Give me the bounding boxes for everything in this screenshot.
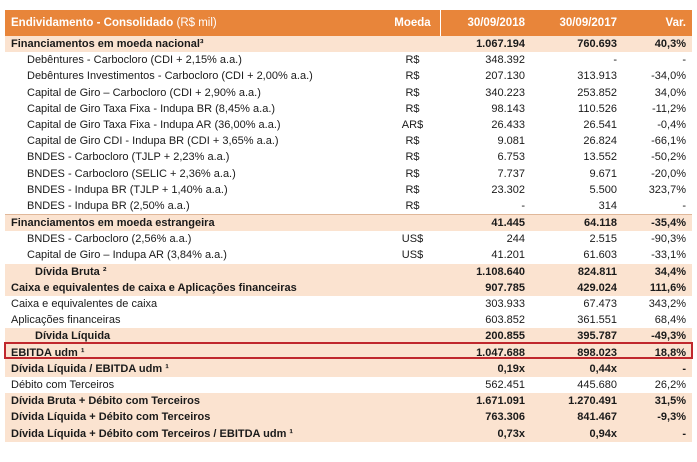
header-title-cell xyxy=(5,10,386,36)
row-currency: R$ xyxy=(405,167,420,180)
table-row xyxy=(5,264,692,280)
table-row xyxy=(5,361,692,377)
table-body xyxy=(5,36,692,442)
row-value-2017: 314 xyxy=(598,199,617,212)
row-value-2018: 0,73x xyxy=(497,427,525,440)
row-currency: R$ xyxy=(405,199,420,212)
row-variation: - xyxy=(682,427,686,440)
row-currency xyxy=(385,361,440,377)
row-value-2018: 41.445 xyxy=(491,217,525,230)
row-value-2017: 253.852 xyxy=(577,86,617,99)
row-label: Débito com Terceiros xyxy=(11,378,115,391)
row-currency: R$ xyxy=(405,86,420,99)
row-currency xyxy=(385,345,440,361)
table-row xyxy=(5,117,692,133)
row-currency xyxy=(385,426,440,442)
row-label: Capital de Giro – Carbocloro (CDI + 2,90% a.a.) xyxy=(27,86,261,99)
row-currency xyxy=(385,296,440,312)
row-label: BNDES - Carbocloro (SELIC + 2,36% a.a.) xyxy=(27,167,236,180)
row-variation: 26,2% xyxy=(654,378,686,391)
row-variation: 34,4% xyxy=(654,265,686,278)
row-variation: -33,1% xyxy=(651,249,686,262)
row-label: Capital de Giro CDI - Indupa BR (CDI + 3,65% a.a.) xyxy=(27,135,279,148)
row-label: Dívida Líquida / EBITDA udm ¹ xyxy=(11,362,169,375)
row-currency: R$ xyxy=(405,135,420,148)
row-label: Dívida Líquida + Débito com Terceiros / EBITDA udm ¹ xyxy=(11,427,294,440)
row-variation: -66,1% xyxy=(651,135,686,148)
table-row xyxy=(5,409,692,425)
row-value-2017: 61.603 xyxy=(583,249,617,262)
row-value-2018: 603.852 xyxy=(485,314,525,327)
table-row xyxy=(5,345,692,361)
row-currency xyxy=(385,328,440,344)
row-variation: -90,3% xyxy=(651,233,686,246)
row-value-2017: 1.270.491 xyxy=(568,395,617,408)
row-currency xyxy=(385,393,440,409)
row-label: EBITDA udm ¹ xyxy=(11,346,85,359)
row-value-2017: 313.913 xyxy=(577,70,617,83)
row-value-2018: 1.671.091 xyxy=(476,395,525,408)
table-row xyxy=(5,149,692,165)
row-value-2017: 5.500 xyxy=(589,183,617,196)
row-currency: R$ xyxy=(405,151,420,164)
table-row xyxy=(5,101,692,117)
row-label: BNDES - Carbocloro (2,56% a.a.) xyxy=(27,233,192,246)
row-label: Capital de Giro Taxa Fixa - Indupa AR (36,00% a.a.) xyxy=(27,118,281,131)
row-variation: 34,0% xyxy=(654,86,686,99)
row-value-2017: 361.551 xyxy=(577,314,617,327)
row-value-2017: - xyxy=(613,54,617,67)
row-value-2017: 0,94x xyxy=(589,427,617,440)
row-value-2017: 13.552 xyxy=(583,151,617,164)
table-row xyxy=(5,182,692,198)
row-label: Debêntures Investimentos - Carbocloro (CDI + 2,00% a.a.) xyxy=(27,70,313,83)
row-value-2017: 841.467 xyxy=(577,411,617,424)
row-variation: 343,2% xyxy=(648,298,686,310)
row-currency xyxy=(385,36,440,52)
debt-table xyxy=(5,10,692,442)
row-value-2018: 303.933 xyxy=(485,298,525,310)
row-label: Caixa e equivalentes de caixa e Aplicações financeiras xyxy=(11,281,297,294)
row-value-2017: 0,44x xyxy=(589,362,617,375)
row-variation: 31,5% xyxy=(654,395,686,408)
row-currency: R$ xyxy=(405,70,420,83)
row-label: BNDES - Indupa BR (TJLP + 1,40% a.a.) xyxy=(27,183,228,196)
header-date-2018: 30/09/2018 xyxy=(441,10,533,36)
row-currency: R$ xyxy=(405,54,420,67)
table-row xyxy=(5,198,692,214)
header-unit: (R$ mil) xyxy=(176,17,217,29)
table-row xyxy=(5,36,692,52)
header-variation: Var. xyxy=(625,10,692,36)
header-date-2017: 30/09/2017 xyxy=(533,10,625,36)
row-variation: - xyxy=(682,362,686,375)
table-row xyxy=(5,52,692,68)
row-label: Caixa e equivalentes de caixa xyxy=(11,298,158,310)
row-currency xyxy=(385,280,440,296)
row-value-2018: 1.108.640 xyxy=(476,265,525,278)
row-currency: R$ xyxy=(405,183,420,196)
row-value-2018: 348.392 xyxy=(485,54,525,67)
table-row xyxy=(5,377,692,393)
row-value-2018: 26.433 xyxy=(491,118,525,131)
row-variation: 18,8% xyxy=(654,346,686,359)
row-value-2017: 110.526 xyxy=(578,102,617,115)
row-currency xyxy=(385,312,440,328)
row-value-2018: 763.306 xyxy=(485,411,525,424)
row-label: Dívida Líquida + Débito com Terceiros xyxy=(11,411,211,424)
row-currency: US$ xyxy=(401,233,424,246)
row-value-2017: 9.671 xyxy=(589,167,617,180)
row-value-2018: 207.130 xyxy=(485,70,525,83)
row-currency: AR$ xyxy=(401,118,424,131)
row-value-2018: 0,19x xyxy=(497,362,525,375)
row-value-2017: 67.473 xyxy=(583,298,617,310)
row-value-2018: 9.081 xyxy=(497,135,525,148)
row-value-2018: 41.201 xyxy=(491,249,525,262)
row-value-2017: 26.541 xyxy=(583,118,617,131)
table-row xyxy=(5,328,692,344)
table-row xyxy=(5,214,692,231)
row-value-2017: 26.824 xyxy=(583,135,617,148)
row-variation: -9,3% xyxy=(657,411,686,424)
row-currency: US$ xyxy=(401,249,424,262)
row-variation: -35,4% xyxy=(651,217,686,230)
row-label: Dívida Bruta ² xyxy=(35,265,107,278)
row-variation: 68,4% xyxy=(654,314,686,327)
row-value-2018: 1.047.688 xyxy=(476,346,525,359)
header-currency: Moeda xyxy=(385,10,440,36)
row-label: Dívida Líquida xyxy=(35,330,111,343)
table-row xyxy=(5,166,692,182)
row-variation: -11,2% xyxy=(651,102,686,115)
row-currency xyxy=(385,264,440,280)
row-value-2018: 1.067.194 xyxy=(476,38,525,50)
row-value-2018: 562.451 xyxy=(485,378,525,391)
row-label: BNDES - Indupa BR (2,50% a.a.) xyxy=(27,199,190,212)
row-label: Aplicações financeiras xyxy=(11,314,121,327)
row-value-2018: 200.855 xyxy=(485,330,525,343)
table-row xyxy=(5,85,692,101)
table-row xyxy=(5,133,692,149)
row-variation: -34,0% xyxy=(651,70,686,83)
table-row xyxy=(5,393,692,409)
row-variation: - xyxy=(682,54,686,67)
table-row xyxy=(5,247,692,263)
table-header xyxy=(5,10,692,36)
row-value-2017: 445.680 xyxy=(577,378,617,391)
row-label: Dívida Bruta + Débito com Terceiros xyxy=(11,395,200,408)
row-variation: 111,6% xyxy=(649,281,686,294)
table-row xyxy=(5,426,692,442)
row-value-2018: 244 xyxy=(506,233,525,246)
row-variation: -20,0% xyxy=(651,167,686,180)
row-value-2017: 429.024 xyxy=(577,281,617,294)
row-variation: -0,4% xyxy=(657,118,686,131)
row-label: Financiamentos em moeda estrangeira xyxy=(11,217,215,230)
table-row xyxy=(5,312,692,328)
row-currency xyxy=(385,377,440,393)
row-label: Financiamentos em moeda nacional³ xyxy=(11,38,204,50)
row-variation: -50,2% xyxy=(651,151,686,164)
row-label: Capital de Giro Taxa Fixa - Indupa BR (8,45% a.a.) xyxy=(27,102,276,115)
row-value-2017: 2.515 xyxy=(589,233,617,246)
row-label: BNDES - Carbocloro (TJLP + 2,23% a.a.) xyxy=(27,151,230,164)
row-value-2018: 98.143 xyxy=(491,102,525,115)
row-variation: - xyxy=(682,199,686,212)
row-value-2018: 340.223 xyxy=(485,86,525,99)
row-label: Debêntures - Carbocloro (CDI + 2,15% a.a.) xyxy=(27,54,242,67)
row-variation: 323,7% xyxy=(648,183,686,196)
row-currency xyxy=(385,215,440,231)
row-value-2018: 6.753 xyxy=(497,151,525,164)
row-value-2017: 760.693 xyxy=(577,38,617,50)
table-row xyxy=(5,296,692,312)
row-value-2017: 824.811 xyxy=(577,265,617,278)
table-row xyxy=(5,280,692,296)
row-currency xyxy=(385,409,440,425)
row-currency: R$ xyxy=(405,102,420,115)
row-value-2018: 907.785 xyxy=(485,281,525,294)
row-value-2017: 898.023 xyxy=(577,346,617,359)
row-value-2018: - xyxy=(521,199,525,212)
row-value-2018: 23.302 xyxy=(491,183,525,196)
row-value-2017: 395.787 xyxy=(577,330,617,343)
row-variation: -49,3% xyxy=(651,330,686,343)
header-title: Endividamento - Consolidado xyxy=(11,17,174,29)
row-label: Capital de Giro – Indupa AR (3,84% a.a.) xyxy=(27,249,227,262)
table-row xyxy=(5,68,692,84)
row-variation: 40,3% xyxy=(654,38,686,50)
table-row xyxy=(5,231,692,247)
row-value-2018: 7.737 xyxy=(497,167,525,180)
row-value-2017: 64.118 xyxy=(583,217,617,230)
